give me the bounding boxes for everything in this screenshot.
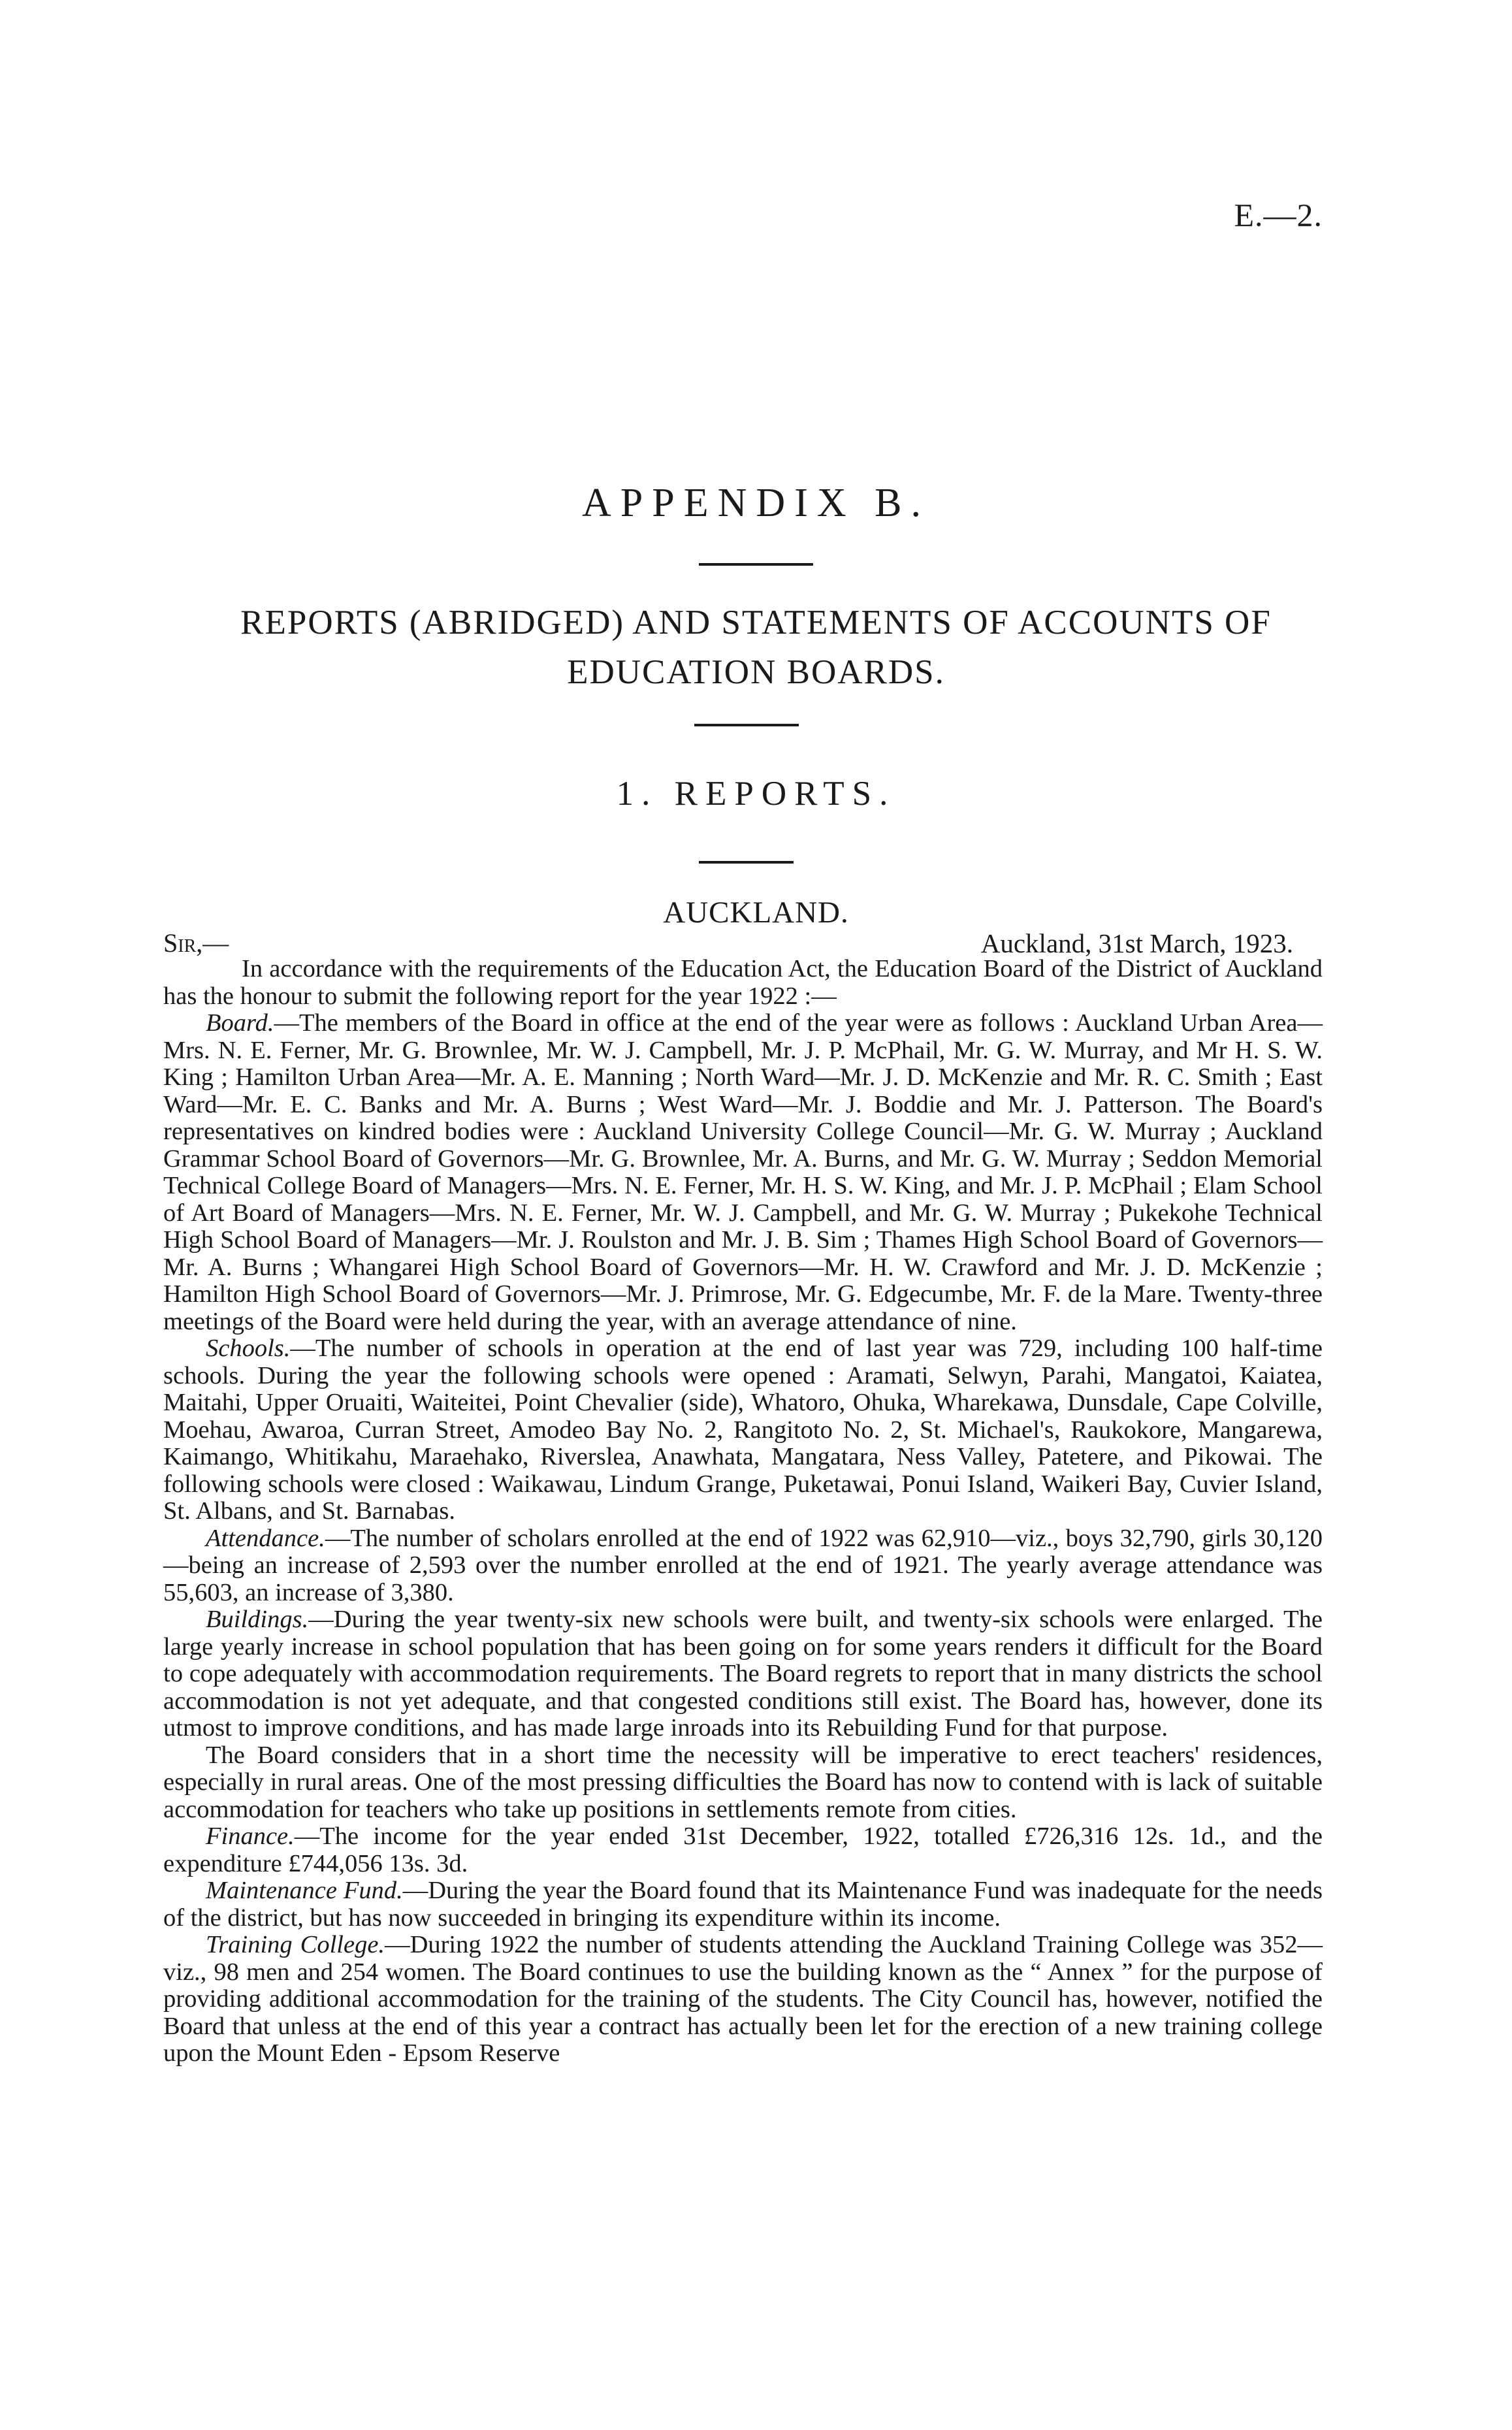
region-heading: AUCKLAND. [663,896,849,930]
paragraph-residences [163,1742,1323,1824]
paragraph-text: —The number of scholars enrolled at the end of 1922 was 62,910—viz., boys 32,790, girls 30,120—being an increase of 2,593 over the number enrolled at the end of 1921. The yearly average attendance was 55,603, an increase of 3,380. [163,1524,1323,1606]
paragraph-attendance [163,1525,1323,1607]
paragraph-maintenance-fund [163,1877,1323,1932]
dateline: Auckland, 31st March, 1923. [980,928,1293,958]
section-heading: 1. REPORTS. [616,775,896,813]
paragraph-schools [163,1335,1323,1525]
title-divider [699,563,813,566]
paragraph-text: —During 1922 the number of students attending the Auckland Training College was 352—viz., 98 men and 254 women. The Board continues to use the building known as the “ Annex ” for the purpose of providing additional accommodation for the training of the students. The City Council has, however, notified the Board that unless at the end of this year a contract has actually been let for the erection of a new training college upon the Mount Eden - Epsom Reserve [163,1931,1323,2067]
subtitle-divider [694,724,799,726]
paragraph-text: —During the year the Board found that its Maintenance Fund was inadequate for the needs of the district, but has now succeeded in bringing its expenditure within its income. [163,1877,1323,1932]
paragraph-heading: Training College. [206,1931,385,1958]
paragraph-heading: Maintenance Fund. [206,1877,403,1904]
page-reference: E.—2. [1234,197,1323,233]
paragraph-heading: Finance. [206,1822,295,1850]
document-subtitle [0,598,1512,697]
section-divider [699,861,794,864]
paragraph-heading: Buildings. [206,1606,309,1633]
intro-paragraph: In accordance with the requirements of the Education Act, the Education Board of the District of Auckland has the honour to submit the following report for the year 1922 :— [163,955,1323,1010]
paragraph-board [163,1010,1323,1335]
paragraph-text: —During the year twenty-six new schools were built, and twenty-six schools were enlarged. The large yearly increase in school population that has been going on for some years renders it difficult for the Board to cope adequately with accommodation requirements. The Board regrets to report that in many districts the school accommodation is not yet adequate, and that congested conditions still exist. The Board has, however, done its utmost to improve conditions, and has made large inroads into its Rebuilding Fund for that purpose. [163,1606,1323,1742]
appendix-title: APPENDIX B. [582,481,930,525]
paragraph-text: —The members of the Board in office at the end of the year were as follows : Auckland Urban Area—Mrs. N. E. Ferner, Mr. G. Brownlee, Mr. W. J. Campbell, Mr. J. P. McPhail, Mr. G. W. Murray, and Mr H. S. W. King ; Hamilton Urban Area—Mr. A. E. Manning ; North Ward—Mr. J. D. McKenzie and Mr. R. C. Smith ; East Ward—Mr. E. C. Banks and Mr. A. Burns ; West Ward—Mr. J. Boddie and Mr. J. Patterson. The Board's representatives on kindred bodies were : Auckland University College Council—Mr. G. W. Murray ; Auckland Grammar School Board of Governors—Mr. G. Brownlee, Mr. A. Burns, and Mr. G. W. Murray ; Seddon Memorial Technical College Board of Managers—Mrs. N. E. Ferner, Mr. H. S. W. King, and Mr. J. P. McPhail ; Elam School of Art Board of Managers—Mrs. N. E. Ferner, Mr. W. J. Campbell, and Mr. G. W. Murray ; Pukekohe Technical High School Board of Managers—Mr. J. Roulston and Mr. J. B. Sim ; Thames High School Board of Governors—Mr. A. Burns ; Whangarei High School Board of Governors—Mr. H. W. Crawford and Mr. J. D. McKenzie ; Hamilton High School Board of Governors—Mr. J. Primrose, Mr. G. Edgecumbe, Mr. F. de la Mare. Twenty-three meetings of the Board were held during the year, with an average attendance of nine. [163,1009,1323,1335]
subtitle-line-1: REPORTS (ABRIDGED) AND STATEMENTS OF ACCOUNTS OF [240,604,1272,641]
report-body [163,956,1323,2067]
paragraph-heading: Attendance. [206,1524,325,1552]
paragraph-text: The Board considers that in a short time the necessity will be imperative to erect teachers' residences, especially in rural areas. One of the most pressing difficulties the Board has now to contend with is lack of suitable accommodation for teachers who take up positions in settlements remote from cities. [163,1741,1323,1823]
paragraph-text: —The number of schools in operation at the end of last year was 729, including 100 half-time schools. During the year the following schools were opened : Aramati, Selwyn, Parahi, Mangatoi, Kaiatea, Maitahi, Upper Oruaiti, Waiteitei, Point Chevalier (side), Whatoro, Ohuka, Wharekawa, Dunsdale, Cape Colville, Moehau, Awaroa, Curran Street, Amodeo Bay No. 2, Rangitoto No. 2, St. Michael's, Raukokore, Mangarewa, Kaimango, Whitikahu, Maraehako, Riverslea, Anawhata, Mangatara, Ness Valley, Patetere, and Pikowai. The following schools were closed : Waikawau, Lindum Grange, Puketawai, Ponui Island, Waikeri Bay, Cuvier Island, St. Albans, and St. Barnabas. [163,1335,1323,1525]
subtitle-line-2: EDUCATION BOARDS. [567,653,945,691]
paragraph-text: —The income for the year ended 31st December, 1922, totalled £726,316 12s. 1d., and the expenditure £744,056 13s. 3d. [163,1822,1323,1877]
paragraph-buildings [163,1606,1323,1742]
paragraph-heading: Schools. [206,1335,291,1362]
salutation: Sir,— [163,928,229,958]
paragraph-training-college [163,1932,1323,2067]
paragraph-finance [163,1823,1323,1877]
paragraph-heading: Board. [206,1009,274,1037]
